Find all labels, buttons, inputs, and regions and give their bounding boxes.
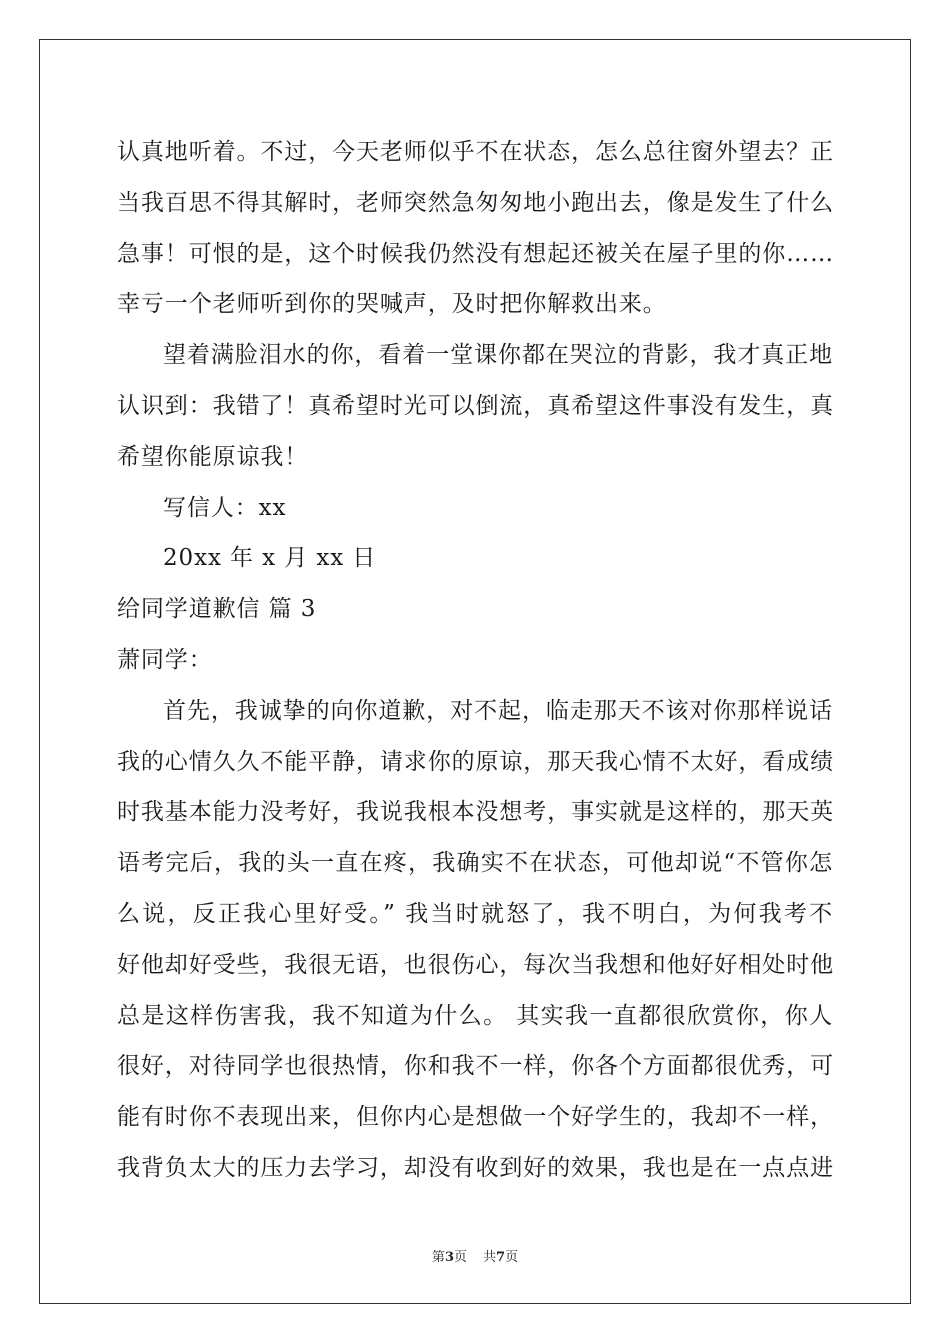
text-line: 时我基本能力没考好，我说我根本没想考，事实就是这样的，那天英 <box>117 799 834 826</box>
total-prefix: 共 <box>483 1250 497 1265</box>
signature-line: 写信人：xx <box>163 494 287 521</box>
page-mid: 页 <box>453 1250 467 1265</box>
date-line: 20xx 年 x 月 xx 日 <box>163 545 377 572</box>
page-footer <box>0 1246 950 1265</box>
text-line: 认真地听着。不过，今天老师似乎不在状态，怎么总往窗外望去？正 <box>117 139 834 165</box>
salutation: 萧同学： <box>117 646 213 673</box>
text-line: 语考完后，我的头一直在疼，我确实不在状态，可他却说“不管你怎 <box>117 850 833 877</box>
text-line: 我背负太大的压力去学习，却没有收到好的效果，我也是在一点点进 <box>117 1154 834 1181</box>
text-line: 我的心情久久不能平静，请求你的原谅，那天我心情不太好，看成绩 <box>117 748 834 775</box>
page-prefix: 第 <box>431 1250 445 1265</box>
text-line: 么说，反正我心里好受。” 我当时就怒了，我不明白，为何我考不 <box>117 900 833 927</box>
document-body <box>117 127 833 1194</box>
text-line: 幸亏一个老师听到你的哭喊声，及时把你解救出来。 <box>117 291 667 318</box>
text-line: 很好，对待同学也很热情，你和我不一样，你各个方面都很优秀，可 <box>117 1053 834 1080</box>
page-total: 7 <box>496 1250 506 1265</box>
text-line: 当我百思不得其解时，老师突然急匆匆地小跑出去，像是发生了什么 <box>117 189 834 216</box>
text-line: 认识到：我错了！真希望时光可以倒流，真希望这件事没有发生，真 <box>117 392 834 419</box>
paragraph-first-line: 首先，我诚挚的向你道歉，对不起，临走那天不该对你那样说话 <box>163 697 833 724</box>
text-line: 好他却好受些，我很无语，也很伤心，每次当我想和他好好相处时他 <box>117 951 834 978</box>
text-line: 能有时你不表现出来，但你内心是想做一个好学生的，我却不一样， <box>117 1104 834 1131</box>
text-line: 急事！可恨的是，这个时候我仍然没有想起还被关在屋子里的你…… <box>117 240 834 267</box>
section-heading: 给同学道歉信 篇 3 <box>117 596 317 623</box>
text-line: 总是这样伤害我，我不知道为什么。 其实我一直都很欣赏你，你人 <box>117 1002 833 1029</box>
page-current: 3 <box>444 1250 454 1265</box>
total-suffix: 页 <box>505 1250 519 1265</box>
paragraph-first-line: 望着满脸泪水的你，看着一堂课你都在哭泣的背影，我才真正地 <box>163 342 833 369</box>
text-line: 希望你能原谅我！ <box>117 443 309 470</box>
